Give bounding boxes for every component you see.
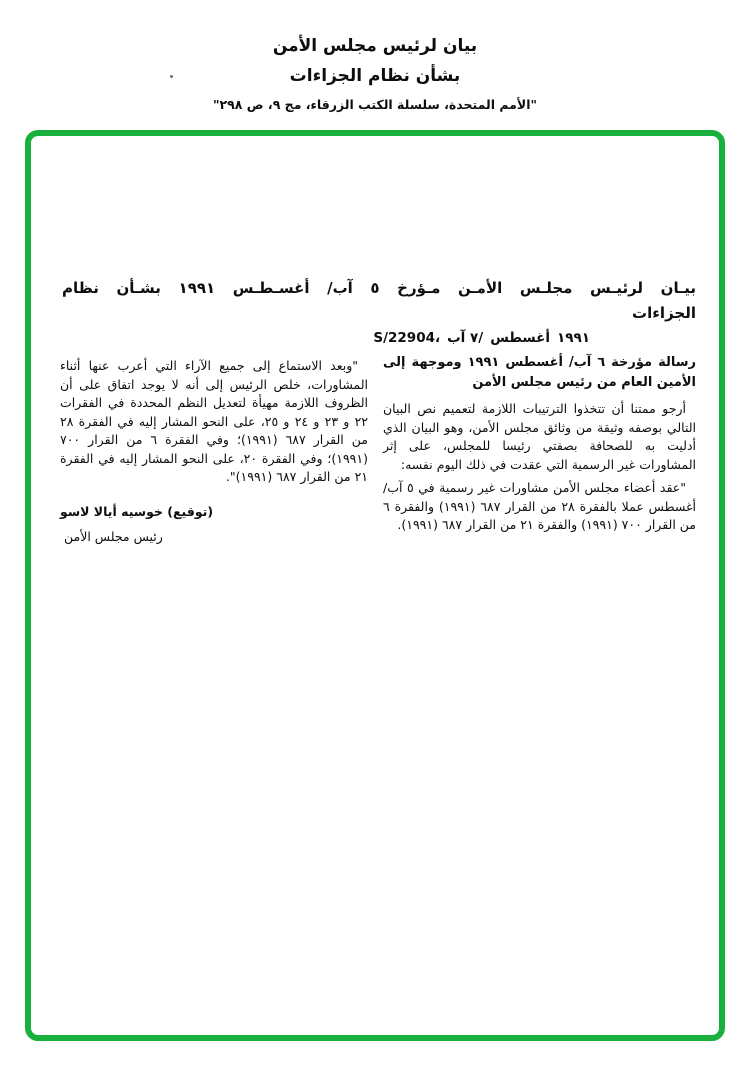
- right-column: [383, 353, 696, 540]
- letter-paragraph-1: أرجو ممتنا أن تتخذوا الترتيبات اللازمة لتعميم نص البيان التالي بوصفه وثيقة من وثائق مجلس الأمن، وهو البيان الذي أدليت به للصحافة بصفتي رئيسا للمجلس، على إثر المشاورات غير الرسمية التي عقدت في ذلك اليوم نفسه:: [383, 401, 696, 472]
- doc-date-day: ٧ آب/: [447, 330, 484, 346]
- letter-heading: رسالة مؤرخة ٦ آب/ أغسطس ١٩٩١ وموجهة إلى الأمين العام من رئيس مجلس الأمن: [383, 355, 697, 390]
- signature-title: رئيس مجلس الأمن: [64, 529, 163, 544]
- document-title: [62, 276, 696, 325]
- page-subtitle: بشأن نظام الجزاءات: [289, 66, 461, 86]
- doc-symbol-date-line: [373, 330, 590, 346]
- left-column: [60, 357, 368, 547]
- doc-date-year: ١٩٩١: [557, 330, 590, 346]
- page-title: بيان لرئيس مجلس الأمن: [272, 36, 478, 56]
- doc-symbol: S/22904،: [373, 330, 441, 346]
- statement-paragraph: "وبعد الاستماع إلى جميع الآراء التي أعرب عنها أثناء المشاورات، خلص الرئيس إلى أنه لا يوجد اتفاق على أن الظروف اللازمة مهيأة لتعديل النظم المحددة في الفقرات ٢٢ و ٢٣ و ٢٤ و ٢٥، على النحو المشار إليه في الفقرة ٢٨ من القرار ٦٨٧ (١٩٩١)؛ وفي الفقرة ٦ من القرار ٧٠٠ (١٩٩١)؛ وفي الفقرة ٢٠، على النحو المشار إليه في الفقرة ٢١ من القرار ٦٨٧ (١٩٩١)".: [60, 358, 369, 484]
- document-title-line2: الجزاءات: [632, 304, 696, 322]
- document-frame: [25, 130, 725, 1041]
- signature-block: [60, 503, 368, 547]
- header-source-line: "الأمم المتحدة، سلسلة الكتب الزرقاء، مج ٩، ص ٢٩٨": [213, 97, 537, 112]
- letter-paragraph-2: "عقد أعضاء مجلس الأمن مشاورات غير رسمية في ٥ آب/ أغسطس عملا بالفقرة ٢٨ من القرار ٦٨٧ (١٩٩١) والفقرة ٦ من القرار ٧٠٠ (١٩٩١) والفقرة ٢١ من القرار ٦٨٧ (١٩٩١).: [383, 480, 697, 532]
- document-title-line1: بيـان لرئيـس مجلـس الأمـن مـؤرخ ٥ آب/ أغسـطـس ١٩٩١ بشـأن نظام: [62, 279, 696, 297]
- signature-name: (توقيع) خوسيه أيالا لاسو: [60, 503, 214, 519]
- doc-date-month: أغسطس: [490, 330, 551, 346]
- scan-artifact-dot: [170, 75, 173, 78]
